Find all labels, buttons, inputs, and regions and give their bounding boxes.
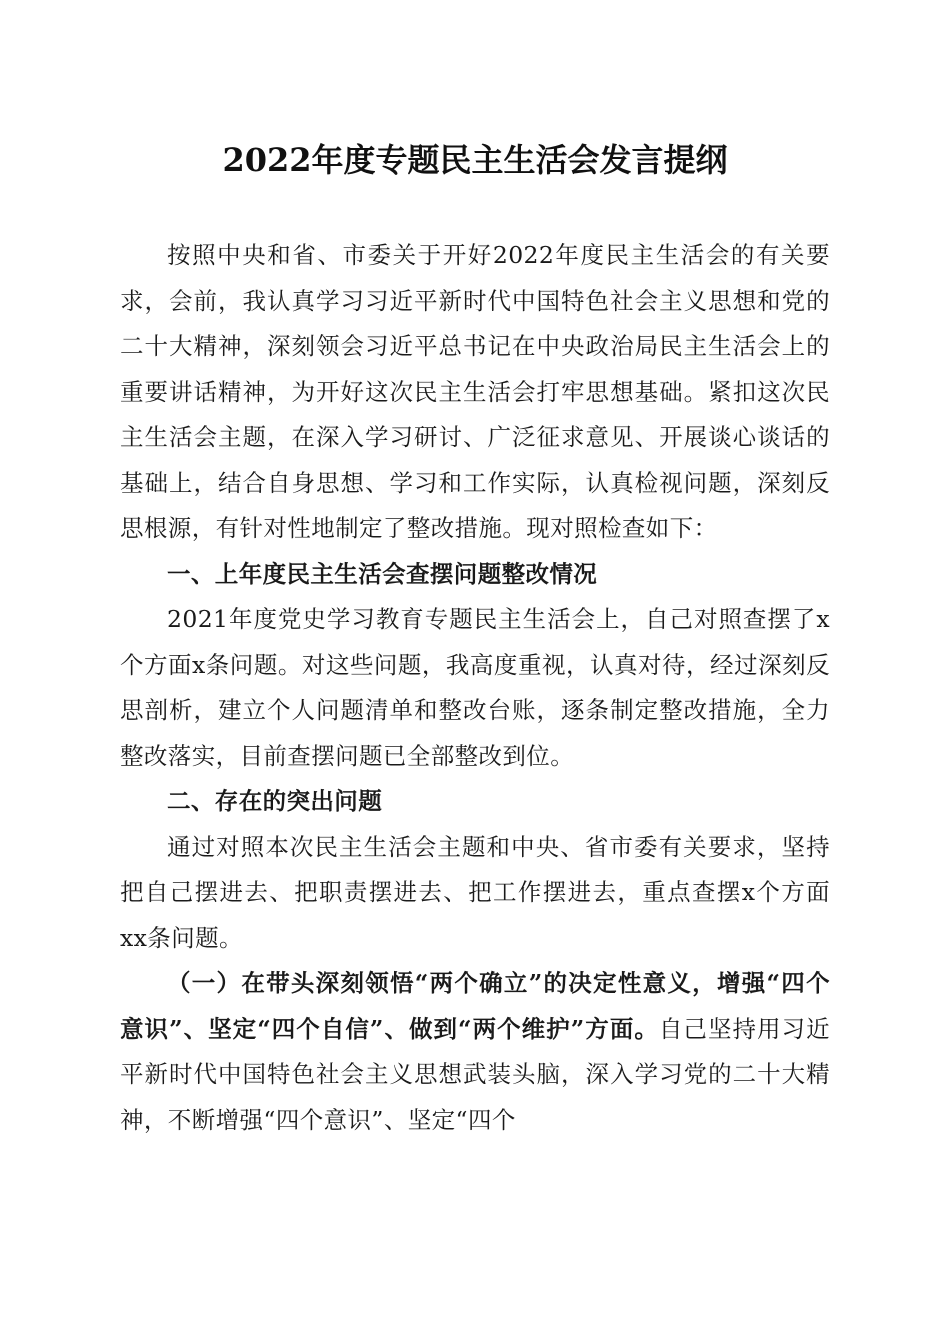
document-title: 2022年度专题民主生活会发言提纲 (222, 141, 728, 179)
subsection-1-paragraph (120, 961, 830, 1143)
intro-paragraph: 按照中央和省、市委关于开好2022年度民主生活会的有关要求，会前，我认真学习习近平新时代中国特色社会主义思想和党的二十大精神，深刻领会习近平总书记在中央政治局民主生活会上的重要讲话精神，为开好这次民主生活会打牢思想基础。紧扣这次民主生活会主题，在深入学习研讨、广泛征求意见、开展谈心谈话的基础上，结合自身思想、学习和工作实际，认真检视问题，深刻反思根源，有针对性地制定了整改措施。现对照检查如下： (120, 241, 830, 542)
section-1-heading: 一、上年度民主生活会查摆问题整改情况 (167, 559, 598, 588)
section-2-heading: 二、存在的突出问题 (167, 787, 383, 815)
document-body (120, 233, 830, 1143)
section-1-paragraph: 2021年度党史学习教育专题民主生活会上，自己对照查摆了x个方面x条问题。对这些问题，我高度重视，认真对待，经过深刻反思剖析，建立个人问题清单和整改台账，逐条制定整改措施，全力整改落实，目前查摆问题已全部整改到位。 (120, 605, 830, 770)
subsection-1-text: 自己坚持用习近平新时代中国特色社会主义思想武装头脑，深入学习党的二十大精神，不断增强“四个意识”、坚定“四个 (120, 1014, 830, 1134)
section-2-paragraph: 通过对照本次民主生活会主题和中央、省市委有关要求，坚持把自己摆进去、把职责摆进去、把工作摆进去，重点查摆x个方面xx条问题。 (120, 832, 830, 952)
subsection-1-heading: （一）在带头深刻领悟“两个确立”的决定性意义，增强“四个意识”、坚定“四个自信”、做到“两个维护”方面。 (120, 969, 830, 1043)
